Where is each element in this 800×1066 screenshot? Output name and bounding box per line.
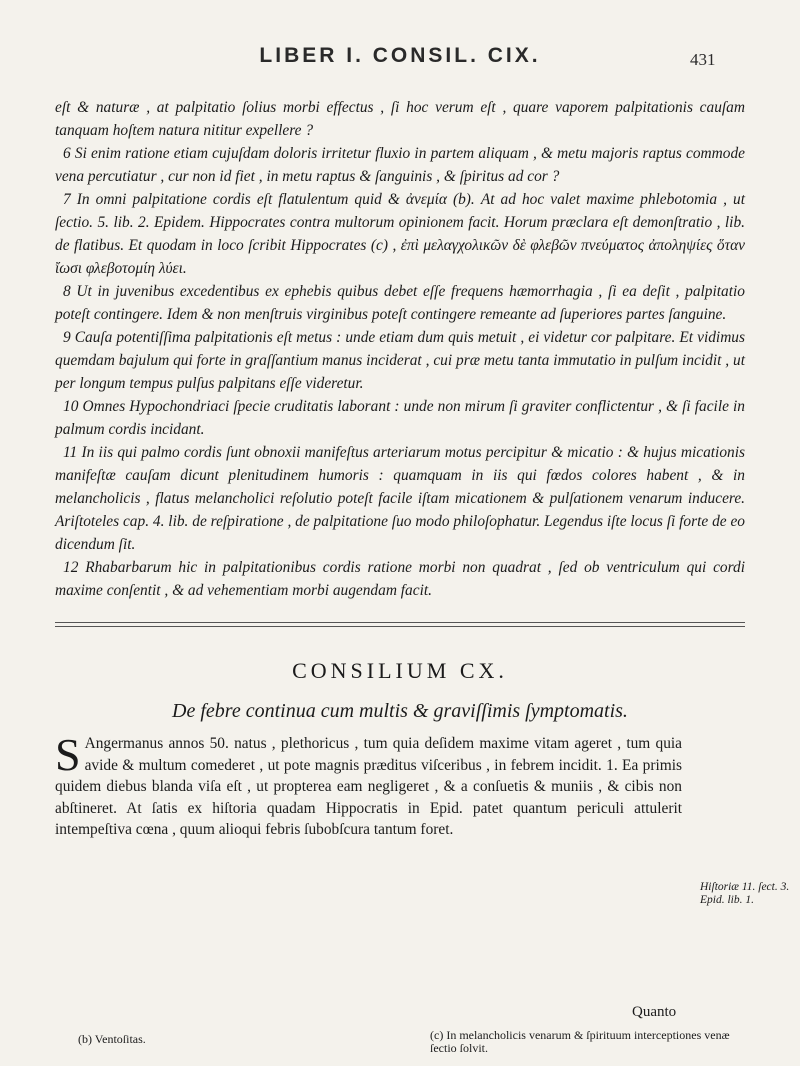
commentary-paragraph: eſt & naturæ , at palpitatio ſolius morbi effectus , ſi hoc verum eſt , quare vaporem palpitationis cauſam tanquam hoſtem natura nititur expellere ? [55, 99, 745, 139]
commentary-paragraph: 9 Cauſa potentiſſima palpitationis eſt metus : unde etiam dum quis metuit , ei videtur cor palpitare. Et vidimus quemdam bajulum qui forte in graſſantium manus inciderat , cui præ metu tanta immutatio in pulſum incidit , ut per longum tempus pulſus palpitans eſſe videretur. [55, 329, 745, 392]
section-subtitle: De febre continua cum multis & graviſſimis ſymptomatis. [172, 700, 628, 722]
margin-note: Hiſtoriæ 11. ſect. 3. Epid. lib. 1. [700, 881, 790, 906]
case-body: Angermanus annos 50. natus , plethoricus , tum quia deſidem maxime vitam ageret , tum quia avide & multum comederet , ut pote magnis præditus viſceribus , in febrem incidit. 1. Ea primis quidem diebus blanda viſa eſt , ut propterea eam negligeret , & a conſuetis & muniis , & cibis non abſtineret. At ſatis ex hiſtoria quadam Hippocratis in Epid. patet quantum periculi attulerit intempeſtiva cœna , quum alioqui febris ſubobſcura tantum foret. [55, 735, 682, 838]
commentary-paragraph: 6 Si enim ratione etiam cujuſdam doloris irritetur fluxio in partem aliquam , & metu majoris raptus commode vena percutiatur , cur non id fiet , in metu raptus & ſanguinis , & ſpiritus ad cor ? [55, 145, 745, 185]
drop-cap: S [55, 729, 81, 780]
case-text [55, 729, 682, 841]
commentary-paragraph: 12 Rhabarbarum hic in palpitationibus cordis ratione morbi non quadrat , ſed ob ventriculum qui cordi maxime conſentit , & ad vehementiam morbi augendam facit. [55, 559, 745, 599]
section-title: CONSILIUM CX. [292, 658, 508, 683]
page-number: 431 [690, 50, 716, 69]
commentary-paragraph: 11 In iis qui palmo cordis ſunt obnoxii manifeſtus arteriarum motus percipitur & micatio : & hujus micationis manifeſtæ cauſam dicunt plenitudinem humoris : quamquam in iis qui fœdos colores habent , & in melancholicis , flatus melancholici reſolutio poteſt facile iſtam micationem & pulſationem venarum inducere. Ariſtoteles cap. 4. lib. de reſpiratione , de palpitatione ſuo modo philoſophatur. Legendus iſte locus ſi forte de eo dicendum ſit. [55, 444, 745, 553]
commentary-paragraph: 10 Omnes Hypochondriaci ſpecie cruditatis laborant : unde non mirum ſi graviter conflictentur , & ſi facile in palmum cordis incidant. [55, 398, 745, 438]
commentary-paragraph: 8 Ut in juvenibus excedentibus ex ephebis quibus debet eſſe frequens hæmorrhagia , ſi ea deſit , palpitatio poteſt contingere. Idem & non menſtruis virginibus poteſt contingere remeante ad ſuperiores partes ſanguine. [55, 283, 745, 323]
section-divider [55, 622, 745, 627]
commentary-block [55, 96, 745, 602]
footnote-c: (c) In melancholicis venarum & ſpirituum interceptiones venæ ſectio ſolvit. [430, 1028, 730, 1055]
running-head: LIBER I. CONSIL. CIX. [259, 44, 541, 67]
commentary-paragraph: 7 In omni palpitatione cordis eſt flatulentum quid & ἀνεμία (b). At ad hoc valet maxime phlebotomia , ut ſectio. 5. lib. 2. Epidem. Hippocrates contra multorum opinionem facit. Horum præclara eſt demonſtratio , lib. de flatibus. Et quodam in loco ſcribit Hippocrates (c) , ἐπὶ μελαγχολικῶν δὲ φλεβῶν πνεύματος ἀποληψίες ὅταν ἴωσι φλεβοτομίη λύει. [55, 191, 745, 277]
catchword: Quanto [632, 1004, 677, 1020]
footnote-b: (b) Ventoſitas. [78, 1032, 146, 1046]
